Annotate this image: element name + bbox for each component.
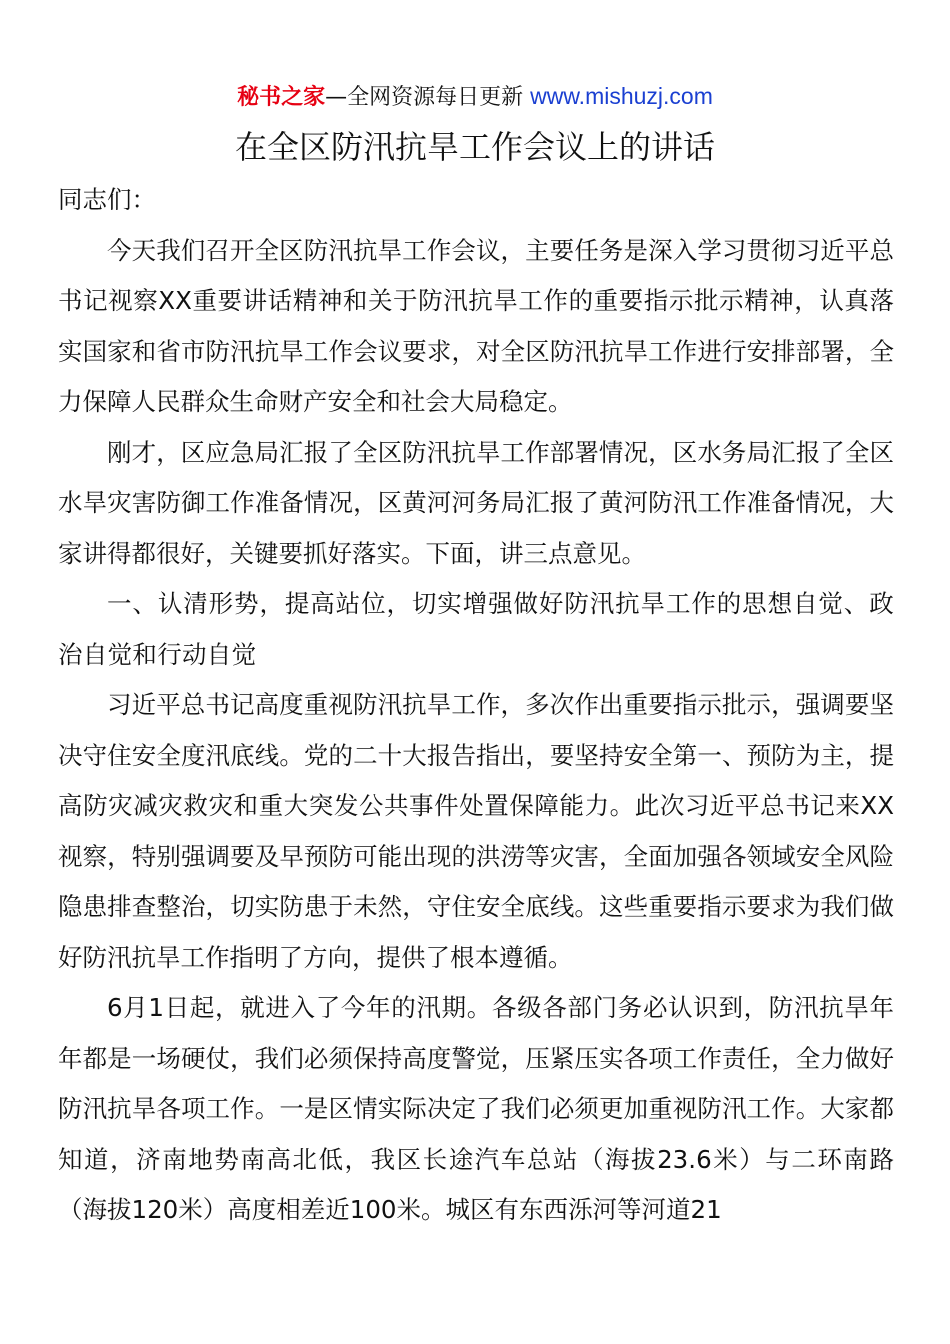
- section-heading-1: 一、认清形势，提高站位，切实增强做好防汛抗旱工作的思想自觉、政治自觉和行动自觉: [58, 589, 894, 669]
- salutation: 同志们：: [58, 185, 156, 214]
- paragraph-flood-season: 6月1日起，就进入了今年的汛期。各级各部门务必认识到，防汛抗旱年年都是一场硬仗，我们必须保持高度警觉，压紧压实各项工作责任，全力做好防汛抗旱各项工作。一是区情实际决定了我们必须更加重视防汛工作。大家都知道，济南地势南高北低，我区长途汽车总站（海拔23.6米）与二环南路（海拔120米）高度相差近100米。城区有东西泺河等河道21: [58, 993, 894, 1224]
- paragraph-instructions: 习近平总书记高度重视防汛抗旱工作，多次作出重要指示批示，强调要坚决守住安全度汛底线。党的二十大报告指出，要坚持安全第一、预防为主，提高防灾减灾救灾和重大突发公共事件处置保障能力。此次习近平总书记来XX视察，特别强调要及早预防可能出现的洪涝等灾害，全面加强各领域安全风险隐患排查整治，切实防患于未然，守住安全底线。这些重要指示要求为我们做好防汛抗旱工作指明了方向，提供了根本遵循。: [58, 690, 894, 972]
- site-banner: [0, 80, 950, 114]
- banner-tagline: —全网资源每日更新: [325, 85, 531, 110]
- banner-brand: 秘书之家: [237, 85, 326, 110]
- paragraph-reports: 刚才，区应急局汇报了全区防汛抗旱工作部署情况，区水务局汇报了全区水旱灾害防御工作准备情况，区黄河河务局汇报了黄河防汛工作准备情况，大家讲得都很好，关键要抓好落实。下面，讲三点意见。: [58, 437, 894, 568]
- document-title: 在全区防汛抗旱工作会议上的讲话: [234, 128, 715, 166]
- document-body: [58, 175, 894, 1236]
- banner-url-link[interactable]: www.mishuzj.com: [530, 83, 713, 109]
- paragraph-intro: 今天我们召开全区防汛抗旱工作会议，主要任务是深入学习贯彻习近平总书记视察XX重要讲话精神和关于防汛抗旱工作的重要指示批示精神，认真落实国家和省市防汛抗旱工作会议要求，对全区防汛抗旱工作进行安排部署，全力保障人民群众生命财产安全和社会大局稳定。: [58, 235, 894, 416]
